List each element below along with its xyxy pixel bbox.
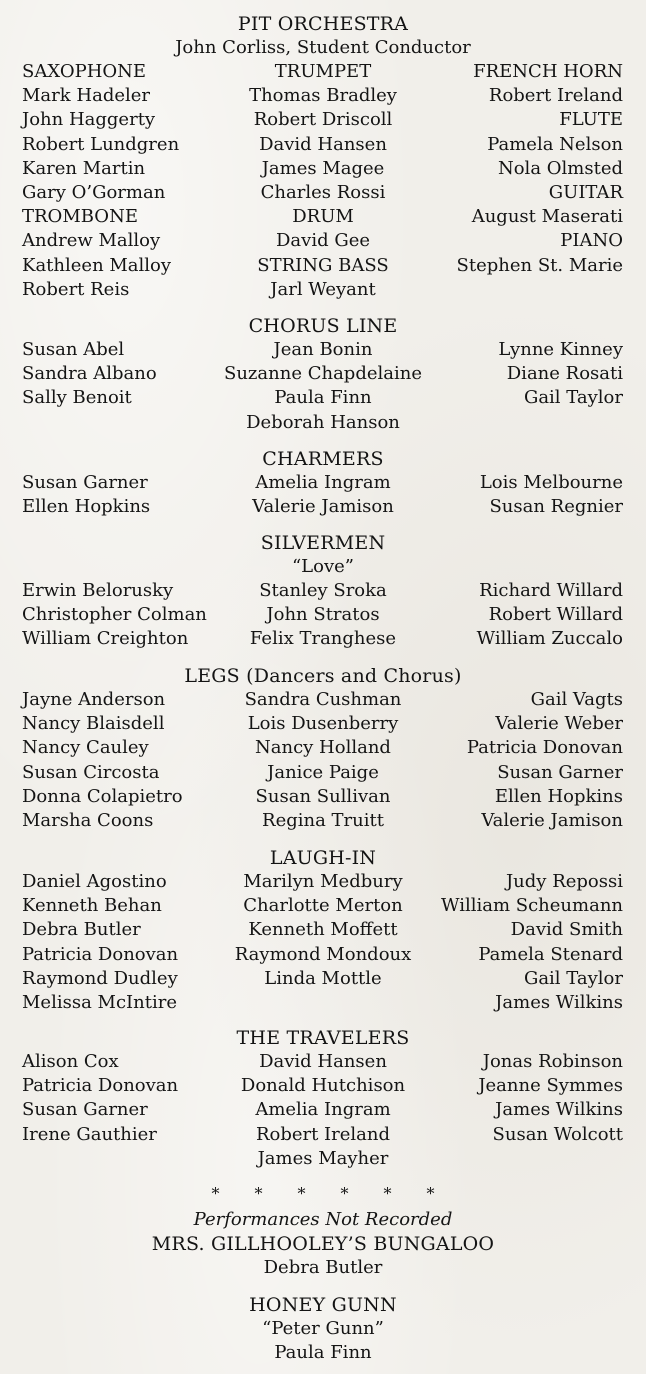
bungaloo-performer-line [0, 1256, 646, 1280]
charmers-name-col3: Lois Melbourne [479, 472, 623, 493]
pit-orchestra-row [0, 181, 646, 205]
chorus-line-row [0, 338, 646, 362]
pit-orchestra-name-col2: Jarl Weyant [270, 278, 376, 300]
pit-orchestra-row [0, 278, 646, 302]
pit-orchestra-name-col2: David Hansen [259, 133, 387, 155]
silvermen-row [0, 579, 646, 603]
pit-orchestra-name-col3: Nola Olmsted [497, 157, 623, 179]
laugh-in-row [0, 870, 646, 894]
pit-orchestra-name-col1: Andrew Malloy [22, 230, 161, 252]
bungaloo-performer: Debra Butler [263, 1257, 383, 1278]
travelers-name-col3: James Wilkins [495, 1099, 623, 1121]
chorus-line-name-col2: Paula Finn [274, 387, 372, 409]
pit-orchestra-name-col1: Gary O’Gorman [22, 182, 166, 203]
silvermen-song: “Love” [291, 556, 354, 577]
laugh-in-name-col1: Raymond Dudley [22, 967, 178, 989]
pit-orchestra-name-col1: TROMBONE [22, 206, 138, 228]
pit-orchestra-name-col2: STRING BASS [257, 254, 389, 276]
honey-gunn-song: “Peter Gunn” [262, 1318, 384, 1339]
laugh-in-name-col1: Melissa McIntire [22, 992, 177, 1013]
travelers-name-col1: Patricia Donovan [22, 1075, 179, 1097]
legs-row [0, 736, 646, 760]
legs-name-col3: Valerie Weber [495, 713, 623, 735]
travelers-row [0, 1050, 646, 1074]
charmers-title: CHARMERS [262, 448, 384, 470]
legs-name-col3: Ellen Hopkins [494, 785, 623, 807]
chorus-line-title-line [0, 314, 646, 338]
laugh-in-name-col1: Kenneth Behan [22, 895, 162, 917]
pit-orchestra-name-col1: Robert Lundgren [22, 133, 180, 155]
conductor-credit: John Corliss, Student Conductor [175, 37, 471, 58]
separator-star: * [297, 1184, 306, 1203]
travelers-name-col2: Robert Ireland [255, 1123, 391, 1145]
legs-name-col1: Susan Circosta [22, 761, 160, 783]
legs-name-col2: Janice Paige [267, 761, 379, 783]
silvermen-name-col1: Erwin Belorusky [22, 580, 174, 601]
travelers-name-col1: Susan Garner [22, 1099, 148, 1121]
separator-star: * [254, 1184, 263, 1203]
travelers-name-col2: David Hansen [259, 1051, 387, 1072]
travelers-name-col3: Jonas Robinson [482, 1051, 623, 1072]
travelers-name-col1: Alison Cox [22, 1051, 119, 1072]
chorus-line-name-col3: Lynne Kinney [498, 339, 623, 360]
silvermen-name-col2: Stanley Sroka [259, 580, 387, 601]
pit-orchestra-row [0, 108, 646, 132]
pit-orchestra-name-col2: Thomas Bradley [249, 85, 397, 107]
laugh-in-name-col3: Judy Repossi [505, 871, 623, 892]
bungaloo-title: MRS. GILLHOOLEY’S BUNGALOO [151, 1233, 495, 1255]
pit-orchestra-row [0, 157, 646, 181]
charmers-name-col1: Susan Garner [22, 472, 148, 493]
pit-orchestra-name-col1: Mark Hadeler [22, 85, 151, 107]
pit-orchestra-row [0, 60, 646, 84]
chorus-line-row [0, 362, 646, 386]
laugh-in-title: LAUGH-IN [269, 847, 377, 869]
chorus-line-name-col1: Sandra Albano [22, 363, 157, 385]
silvermen-title: SILVERMEN [260, 532, 386, 554]
silvermen-name-col1: Christopher Colman [22, 604, 207, 626]
laugh-in-title-line [0, 846, 646, 870]
honey-gunn-subtitle-line [0, 1317, 646, 1341]
laugh-in-name-col1: Patricia Donovan [22, 943, 179, 965]
conductor-line [0, 36, 646, 60]
pit-orchestra-name-col2: David Gee [275, 230, 371, 252]
legs-name-col1: Jayne Anderson [22, 689, 166, 710]
legs-name-col2: Nancy Holland [255, 737, 391, 759]
silvermen-subtitle-line [0, 555, 646, 579]
laugh-in-row [0, 943, 646, 967]
legs-row [0, 688, 646, 712]
pit-orchestra-title: PIT ORCHESTRA [237, 13, 409, 35]
silvermen-name-col2: John Stratos [266, 604, 380, 626]
pit-orchestra-name-col3: GUITAR [548, 182, 623, 203]
not-recorded-note: Performances Not Recorded [193, 1209, 453, 1230]
pit-orchestra-name-col2: Charles Rossi [260, 182, 386, 203]
travelers-name-col2: James Mayher [257, 1147, 389, 1169]
laugh-in-name-col3: James Wilkins [495, 992, 623, 1013]
pit-orchestra-name-col1: SAXOPHONE [22, 61, 147, 82]
travelers-title-line [0, 1026, 646, 1050]
laugh-in-name-col2: Marilyn Medbury [243, 871, 403, 892]
legs-name-col3: Susan Garner [497, 761, 623, 783]
pit-orchestra-title-line [0, 12, 646, 36]
laugh-in-name-col2: Raymond Mondoux [234, 943, 412, 965]
legs-name-col3: Gail Vagts [530, 689, 623, 710]
pit-orchestra-row [0, 254, 646, 278]
laugh-in-name-col3: William Scheumann [441, 895, 623, 917]
pit-orchestra-name-col2: TRUMPET [274, 61, 372, 82]
pit-orchestra-name-col1: John Haggerty [22, 109, 156, 131]
travelers-title: THE TRAVELERS [236, 1027, 410, 1049]
charmers-name-col2: Valerie Jamison [252, 496, 394, 518]
silvermen-name-col2: Felix Tranghese [249, 628, 397, 650]
pit-orchestra-name-col3: Stephen St. Marie [456, 254, 623, 276]
pit-orchestra-name-col2: James Magee [261, 157, 385, 179]
pit-orchestra-name-col3: Robert Ireland [488, 85, 623, 107]
pit-orchestra-name-col2: DRUM [292, 206, 354, 228]
chorus-line-name-col2: Jean Bonin [273, 339, 373, 360]
legs-name-col1: Donna Colapietro [22, 785, 183, 807]
laugh-in-name-col2: Kenneth Moffett [248, 919, 398, 941]
travelers-name-col2: Amelia Ingram [255, 1099, 391, 1121]
pit-orchestra-name-col3: Pamela Nelson [487, 133, 623, 155]
laugh-in-name-col3: Gail Taylor [523, 967, 623, 989]
travelers-row [0, 1147, 646, 1171]
legs-row [0, 809, 646, 833]
pit-orchestra-name-col3: FLUTE [559, 109, 623, 131]
legs-title: LEGS (Dancers and Chorus) [184, 665, 462, 687]
silvermen-name-col3: Richard Willard [479, 580, 623, 601]
pit-orchestra-row [0, 229, 646, 253]
not-recorded-note-line [0, 1208, 646, 1232]
legs-name-col1: Nancy Cauley [22, 737, 149, 759]
pit-orchestra-row [0, 205, 646, 229]
legs-name-col3: Valerie Jamison [481, 810, 623, 831]
legs-name-col2: Susan Sullivan [255, 785, 391, 807]
laugh-in-name-col2: Charlotte Merton [243, 895, 403, 917]
chorus-line-name-col2: Deborah Hanson [246, 411, 400, 433]
legs-title-line [0, 664, 646, 688]
separator-star: * [426, 1184, 435, 1203]
legs-row [0, 785, 646, 809]
legs-name-col2: Sandra Cushman [244, 689, 402, 710]
chorus-line-name-col3: Diane Rosati [506, 363, 623, 385]
charmers-row [0, 495, 646, 519]
silvermen-name-col1: William Creighton [22, 628, 189, 650]
laugh-in-row [0, 894, 646, 918]
chorus-line-title: CHORUS LINE [248, 315, 398, 337]
laugh-in-name-col3: Pamela Stenard [478, 943, 623, 965]
charmers-name-col1: Ellen Hopkins [22, 496, 151, 518]
pit-orchestra-name-col1: Kathleen Malloy [22, 254, 172, 276]
laugh-in-name-col1: Debra Butler [22, 919, 141, 941]
travelers-name-col1: Irene Gauthier [22, 1123, 157, 1145]
pit-orchestra-name-col3: August Maserati [471, 206, 623, 228]
charmers-name-col3: Susan Regnier [489, 496, 623, 518]
bungaloo-title-line [0, 1232, 646, 1256]
honey-gunn-title: HONEY GUNN [249, 1294, 397, 1316]
legs-row [0, 761, 646, 785]
pit-orchestra-name-col3: FRENCH HORN [473, 61, 623, 82]
laugh-in-row [0, 967, 646, 991]
chorus-line-row [0, 411, 646, 435]
laugh-in-row [0, 991, 646, 1015]
travelers-name-col3: Jeanne Symmes [478, 1075, 623, 1097]
separator-star: * [340, 1184, 349, 1203]
laugh-in-name-col3: David Smith [510, 919, 623, 941]
legs-name-col2: Lois Dusenberry [247, 713, 399, 735]
silvermen-title-line [0, 531, 646, 555]
silvermen-row [0, 603, 646, 627]
charmers-title-line [0, 447, 646, 471]
travelers-row [0, 1074, 646, 1098]
pit-orchestra-name-col2: Robert Driscoll [253, 109, 393, 131]
separator-star: * [383, 1184, 392, 1203]
silvermen-name-col3: Robert Willard [488, 604, 623, 626]
legs-name-col2: Regina Truitt [262, 810, 384, 831]
chorus-line-name-col3: Gail Taylor [523, 387, 623, 409]
honey-gunn-performer: Paula Finn [274, 1342, 372, 1363]
honey-gunn-performer-line [0, 1341, 646, 1365]
honey-gunn-title-line [0, 1293, 646, 1317]
pit-orchestra-row [0, 84, 646, 108]
chorus-line-row [0, 386, 646, 410]
legs-name-col1: Nancy Blaisdell [22, 713, 165, 735]
legs-row [0, 712, 646, 736]
charmers-name-col2: Amelia Ingram [255, 472, 391, 493]
separator-star: * [211, 1184, 220, 1203]
silvermen-name-col3: William Zuccalo [476, 628, 623, 650]
travelers-row [0, 1123, 646, 1147]
silvermen-row [0, 627, 646, 651]
pit-orchestra-name-col1: Robert Reis [22, 278, 130, 300]
laugh-in-name-col1: Daniel Agostino [22, 871, 167, 892]
pit-orchestra-name-col3: PIANO [560, 230, 623, 252]
star-separator [0, 1182, 646, 1206]
laugh-in-row [0, 918, 646, 942]
pit-orchestra-name-col1: Karen Martin [22, 157, 146, 179]
legs-name-col3: Patricia Donovan [466, 737, 623, 759]
laugh-in-name-col2: Linda Mottle [264, 967, 382, 989]
chorus-line-name-col1: Susan Abel [22, 339, 125, 360]
pit-orchestra-row [0, 133, 646, 157]
travelers-name-col2: Donald Hutchison [240, 1075, 406, 1097]
travelers-name-col3: Susan Wolcott [492, 1123, 623, 1145]
travelers-row [0, 1098, 646, 1122]
charmers-row [0, 471, 646, 495]
chorus-line-name-col2: Suzanne Chapdelaine [224, 363, 422, 385]
chorus-line-name-col1: Sally Benoit [22, 387, 132, 409]
legs-name-col1: Marsha Coons [22, 810, 154, 831]
